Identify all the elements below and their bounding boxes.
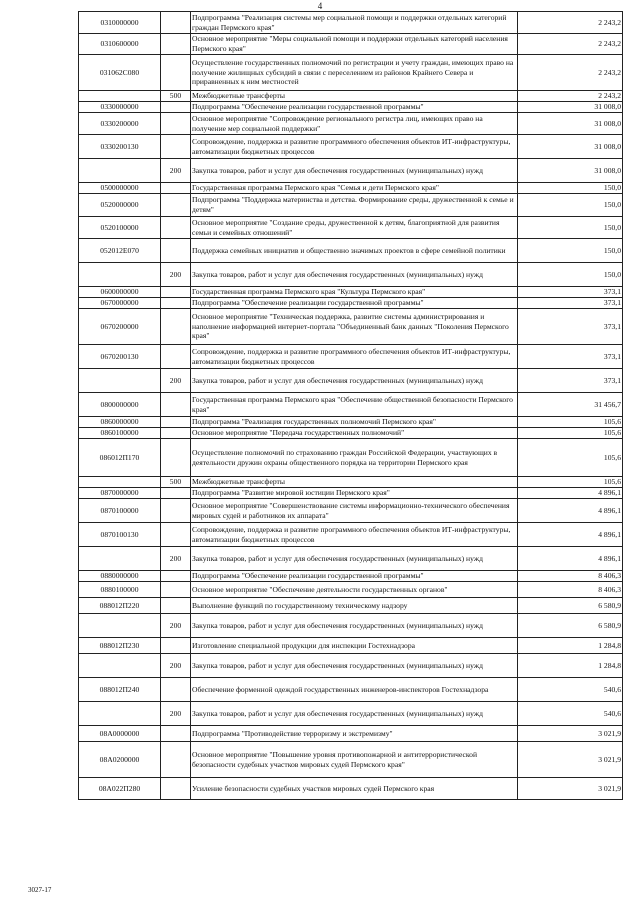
table-row <box>79 369 623 393</box>
amount-cell: 3 021,9 <box>518 742 623 778</box>
amount-cell: 4 896,1 <box>518 488 623 499</box>
amount-cell: 105,6 <box>518 417 623 428</box>
table-row <box>79 614 623 638</box>
table-row <box>79 702 623 726</box>
target-article-cell: 086012П170 <box>79 439 161 477</box>
amount-cell: 150,0 <box>518 217 623 239</box>
amount-cell: 8 406,3 <box>518 582 623 598</box>
amount-cell: 2 243,2 <box>518 55 623 91</box>
table-row <box>79 439 623 477</box>
table-row <box>79 654 623 678</box>
target-article-cell <box>79 547 161 571</box>
target-article-cell: 0880000000 <box>79 571 161 582</box>
target-article-cell <box>79 159 161 183</box>
table-row <box>79 778 623 800</box>
table-row <box>79 345 623 369</box>
amount-cell: 2 243,2 <box>518 91 623 102</box>
target-article-cell <box>79 91 161 102</box>
table-row <box>79 309 623 345</box>
item-name-cell: Основное мероприятие "Сопровождение регионального регистра лиц, имеющих право на получение мер социальной поддержки" <box>191 113 518 135</box>
table-row <box>79 638 623 654</box>
expense-type-cell <box>161 499 191 523</box>
expense-type-cell: 200 <box>161 547 191 571</box>
expense-type-cell <box>161 102 191 113</box>
target-article-cell: 0330200130 <box>79 135 161 159</box>
table-row <box>79 393 623 417</box>
amount-cell: 6 580,9 <box>518 614 623 638</box>
table-row <box>79 183 623 194</box>
expense-type-cell <box>161 571 191 582</box>
table-row <box>79 488 623 499</box>
target-article-cell <box>79 369 161 393</box>
expense-type-cell <box>161 428 191 439</box>
expense-type-cell: 200 <box>161 614 191 638</box>
item-name-cell: Осуществление полномочий по страхованию граждан Российской Федерации, участвующих в деятельности дружин охраны общественного порядка на территории Пермского края <box>191 439 518 477</box>
amount-cell: 373,1 <box>518 287 623 298</box>
table-row <box>79 135 623 159</box>
table-row <box>79 547 623 571</box>
expense-type-cell <box>161 113 191 135</box>
item-name-cell: Закупка товаров, работ и услуг для обеспечения государственных (муниципальных) нужд <box>191 614 518 638</box>
item-name-cell: Государственная программа Пермского края "Обеспечение общественной безопасности Пермского края" <box>191 393 518 417</box>
item-name-cell: Закупка товаров, работ и услуг для обеспечения государственных (муниципальных) нужд <box>191 369 518 393</box>
target-article-cell: 0860000000 <box>79 417 161 428</box>
target-article-cell: 0330000000 <box>79 102 161 113</box>
table-row <box>79 428 623 439</box>
expense-type-cell <box>161 239 191 263</box>
target-article-cell: 0520100000 <box>79 217 161 239</box>
footer-code: 3027-17 <box>28 886 52 894</box>
item-name-cell: Сопровождение, поддержка и развитие программного обеспечения объектов ИТ-инфраструктуры, автоматизации бюджетных процессов <box>191 135 518 159</box>
table-row <box>79 598 623 614</box>
target-article-cell: 0600000000 <box>79 287 161 298</box>
expense-type-cell: 200 <box>161 263 191 287</box>
budget-table-body <box>79 12 623 800</box>
expense-type-cell <box>161 183 191 194</box>
amount-cell: 4 896,1 <box>518 547 623 571</box>
table-row <box>79 159 623 183</box>
amount-cell: 31 008,0 <box>518 159 623 183</box>
item-name-cell: Основное мероприятие "Повышение уровня противопожарной и антитеррористической безопасности судебных участков мировых судей Пермского края" <box>191 742 518 778</box>
item-name-cell: Выполнение функций по государственному техническому надзору <box>191 598 518 614</box>
expense-type-cell <box>161 523 191 547</box>
target-article-cell: 031062С080 <box>79 55 161 91</box>
item-name-cell: Основное мероприятие "Совершенствование системы информационно-технического обеспечения мировых судей и работников их аппарата" <box>191 499 518 523</box>
amount-cell: 3 021,9 <box>518 726 623 742</box>
target-article-cell: 088012П240 <box>79 678 161 702</box>
amount-cell: 31 008,0 <box>518 113 623 135</box>
table-row <box>79 34 623 55</box>
expense-type-cell: 500 <box>161 91 191 102</box>
target-article-cell: 0670000000 <box>79 298 161 309</box>
target-article-cell: 0870000000 <box>79 488 161 499</box>
item-name-cell: Подпрограмма "Развитие мировой юстиции Пермского края" <box>191 488 518 499</box>
target-article-cell: 088012П220 <box>79 598 161 614</box>
item-name-cell: Подпрограмма "Реализация государственных полномочий Пермского края" <box>191 417 518 428</box>
table-row <box>79 239 623 263</box>
expense-type-cell: 500 <box>161 477 191 488</box>
amount-cell: 373,1 <box>518 298 623 309</box>
target-article-cell: 08А0000000 <box>79 726 161 742</box>
item-name-cell: Закупка товаров, работ и услуг для обеспечения государственных (муниципальных) нужд <box>191 547 518 571</box>
amount-cell: 31 456,7 <box>518 393 623 417</box>
target-article-cell: 088012П230 <box>79 638 161 654</box>
item-name-cell: Основное мероприятие "Меры социальной помощи и поддержки отдельных категорий населения Пермского края" <box>191 34 518 55</box>
amount-cell: 150,0 <box>518 239 623 263</box>
expense-type-cell <box>161 194 191 217</box>
item-name-cell: Осуществление государственных полномочий по регистрации и учету граждан, имеющих право на получение жилищных субсидий в связи с переселением из районов Крайнего Севера и приравненных к ним местностей <box>191 55 518 91</box>
target-article-cell: 0330200000 <box>79 113 161 135</box>
target-article-cell: 0670200130 <box>79 345 161 369</box>
amount-cell: 105,6 <box>518 439 623 477</box>
amount-cell: 2 243,2 <box>518 34 623 55</box>
expense-type-cell <box>161 742 191 778</box>
table-row <box>79 499 623 523</box>
table-row <box>79 12 623 34</box>
target-article-cell <box>79 263 161 287</box>
target-article-cell <box>79 654 161 678</box>
budget-table <box>78 11 623 800</box>
item-name-cell: Подпрограмма "Противодействие терроризму и экстремизму" <box>191 726 518 742</box>
amount-cell: 105,6 <box>518 428 623 439</box>
expense-type-cell <box>161 55 191 91</box>
expense-type-cell: 200 <box>161 702 191 726</box>
item-name-cell: Межбюджетные трансферты <box>191 477 518 488</box>
table-row <box>79 102 623 113</box>
item-name-cell: Усиление безопасности судебных участков мировых судей Пермского края <box>191 778 518 800</box>
table-row <box>79 523 623 547</box>
item-name-cell: Поддержка семейных инициатив и общественно значимых проектов в сфере семейной политики <box>191 239 518 263</box>
expense-type-cell: 200 <box>161 159 191 183</box>
target-article-cell <box>79 477 161 488</box>
table-row <box>79 55 623 91</box>
amount-cell: 373,1 <box>518 369 623 393</box>
amount-cell: 1 284,8 <box>518 654 623 678</box>
expense-type-cell <box>161 12 191 34</box>
table-row <box>79 582 623 598</box>
item-name-cell: Основное мероприятие "Обеспечение деятельности государственных органов" <box>191 582 518 598</box>
expense-type-cell <box>161 345 191 369</box>
expense-type-cell <box>161 439 191 477</box>
expense-type-cell <box>161 598 191 614</box>
item-name-cell: Государственная программа Пермского края "Семья и дети Пермского края" <box>191 183 518 194</box>
table-row <box>79 417 623 428</box>
expense-type-cell <box>161 638 191 654</box>
item-name-cell: Подпрограмма "Поддержка материнства и детства. Формирование среды, дружественной к семье и детям" <box>191 194 518 217</box>
amount-cell: 8 406,3 <box>518 571 623 582</box>
target-article-cell <box>79 614 161 638</box>
item-name-cell: Основное мероприятие "Передача государственных полномочий" <box>191 428 518 439</box>
expense-type-cell <box>161 678 191 702</box>
target-article-cell: 0520000000 <box>79 194 161 217</box>
item-name-cell: Закупка товаров, работ и услуг для обеспечения государственных (муниципальных) нужд <box>191 654 518 678</box>
item-name-cell: Закупка товаров, работ и услуг для обеспечения государственных (муниципальных) нужд <box>191 263 518 287</box>
table-row <box>79 298 623 309</box>
amount-cell: 31 008,0 <box>518 102 623 113</box>
item-name-cell: Подпрограмма "Обеспечение реализации государственной программы" <box>191 102 518 113</box>
item-name-cell: Межбюджетные трансферты <box>191 91 518 102</box>
table-row <box>79 91 623 102</box>
amount-cell: 3 021,9 <box>518 778 623 800</box>
amount-cell: 540,6 <box>518 678 623 702</box>
table-row <box>79 742 623 778</box>
target-article-cell: 0310600000 <box>79 34 161 55</box>
target-article-cell: 0870100000 <box>79 499 161 523</box>
expense-type-cell <box>161 135 191 159</box>
expense-type-cell <box>161 726 191 742</box>
page-number: 4 <box>317 1 323 11</box>
amount-cell: 150,0 <box>518 263 623 287</box>
amount-cell: 150,0 <box>518 194 623 217</box>
target-article-cell: 0670200000 <box>79 309 161 345</box>
target-article-cell: 0870100130 <box>79 523 161 547</box>
table-row <box>79 217 623 239</box>
item-name-cell: Основное мероприятие "Создание среды, дружественной к детям, благоприятной для развития семьи и семейных отношений" <box>191 217 518 239</box>
item-name-cell: Обеспечение форменной одеждой государственных инженеров-инспекторов Гостехнадзора <box>191 678 518 702</box>
table-row <box>79 726 623 742</box>
expense-type-cell <box>161 217 191 239</box>
expense-type-cell <box>161 417 191 428</box>
item-name-cell: Подпрограмма "Реализация системы мер социальной помощи и поддержки отдельных категорий граждан Пермского края" <box>191 12 518 34</box>
amount-cell: 4 896,1 <box>518 499 623 523</box>
table-row <box>79 678 623 702</box>
expense-type-cell: 200 <box>161 654 191 678</box>
expense-type-cell <box>161 34 191 55</box>
amount-cell: 1 284,8 <box>518 638 623 654</box>
amount-cell: 4 896,1 <box>518 523 623 547</box>
amount-cell: 373,1 <box>518 345 623 369</box>
table-row <box>79 477 623 488</box>
expense-type-cell <box>161 488 191 499</box>
item-name-cell: Основное мероприятие "Техническая поддержка, развитие системы администрирования и наполнение информацией интернет-портала "Объединенный банк данных "Поколения Пермского края" <box>191 309 518 345</box>
table-row <box>79 113 623 135</box>
target-article-cell: 0860100000 <box>79 428 161 439</box>
target-article-cell: 0800000000 <box>79 393 161 417</box>
expense-type-cell <box>161 393 191 417</box>
amount-cell: 150,0 <box>518 183 623 194</box>
expense-type-cell <box>161 309 191 345</box>
amount-cell: 373,1 <box>518 309 623 345</box>
expense-type-cell: 200 <box>161 369 191 393</box>
amount-cell: 2 243,2 <box>518 12 623 34</box>
item-name-cell: Закупка товаров, работ и услуг для обеспечения государственных (муниципальных) нужд <box>191 159 518 183</box>
table-row <box>79 571 623 582</box>
amount-cell: 540,6 <box>518 702 623 726</box>
table-row <box>79 194 623 217</box>
item-name-cell: Закупка товаров, работ и услуг для обеспечения государственных (муниципальных) нужд <box>191 702 518 726</box>
expense-type-cell <box>161 298 191 309</box>
table-row <box>79 263 623 287</box>
target-article-cell: 0310000000 <box>79 12 161 34</box>
target-article-cell: 0500000000 <box>79 183 161 194</box>
target-article-cell: 052012Е070 <box>79 239 161 263</box>
expense-type-cell <box>161 582 191 598</box>
item-name-cell: Сопровождение, поддержка и развитие программного обеспечения объектов ИТ-инфраструктуры, автоматизации бюджетных процессов <box>191 523 518 547</box>
amount-cell: 6 580,9 <box>518 598 623 614</box>
target-article-cell <box>79 702 161 726</box>
item-name-cell: Подпрограмма "Обеспечение реализации государственной программы" <box>191 298 518 309</box>
target-article-cell: 08А022П280 <box>79 778 161 800</box>
target-article-cell: 0880100000 <box>79 582 161 598</box>
target-article-cell: 08А0200000 <box>79 742 161 778</box>
table-row <box>79 287 623 298</box>
item-name-cell: Изготовление специальной продукции для инспекции Гостехнадзора <box>191 638 518 654</box>
amount-cell: 105,6 <box>518 477 623 488</box>
amount-cell: 31 008,0 <box>518 135 623 159</box>
item-name-cell: Сопровождение, поддержка и развитие программного обеспечения объектов ИТ-инфраструктуры, автоматизации бюджетных процессов <box>191 345 518 369</box>
expense-type-cell <box>161 287 191 298</box>
expense-type-cell <box>161 778 191 800</box>
item-name-cell: Подпрограмма "Обеспечение реализации государственной программы" <box>191 571 518 582</box>
item-name-cell: Государственная программа Пермского края "Культура Пермского края" <box>191 287 518 298</box>
